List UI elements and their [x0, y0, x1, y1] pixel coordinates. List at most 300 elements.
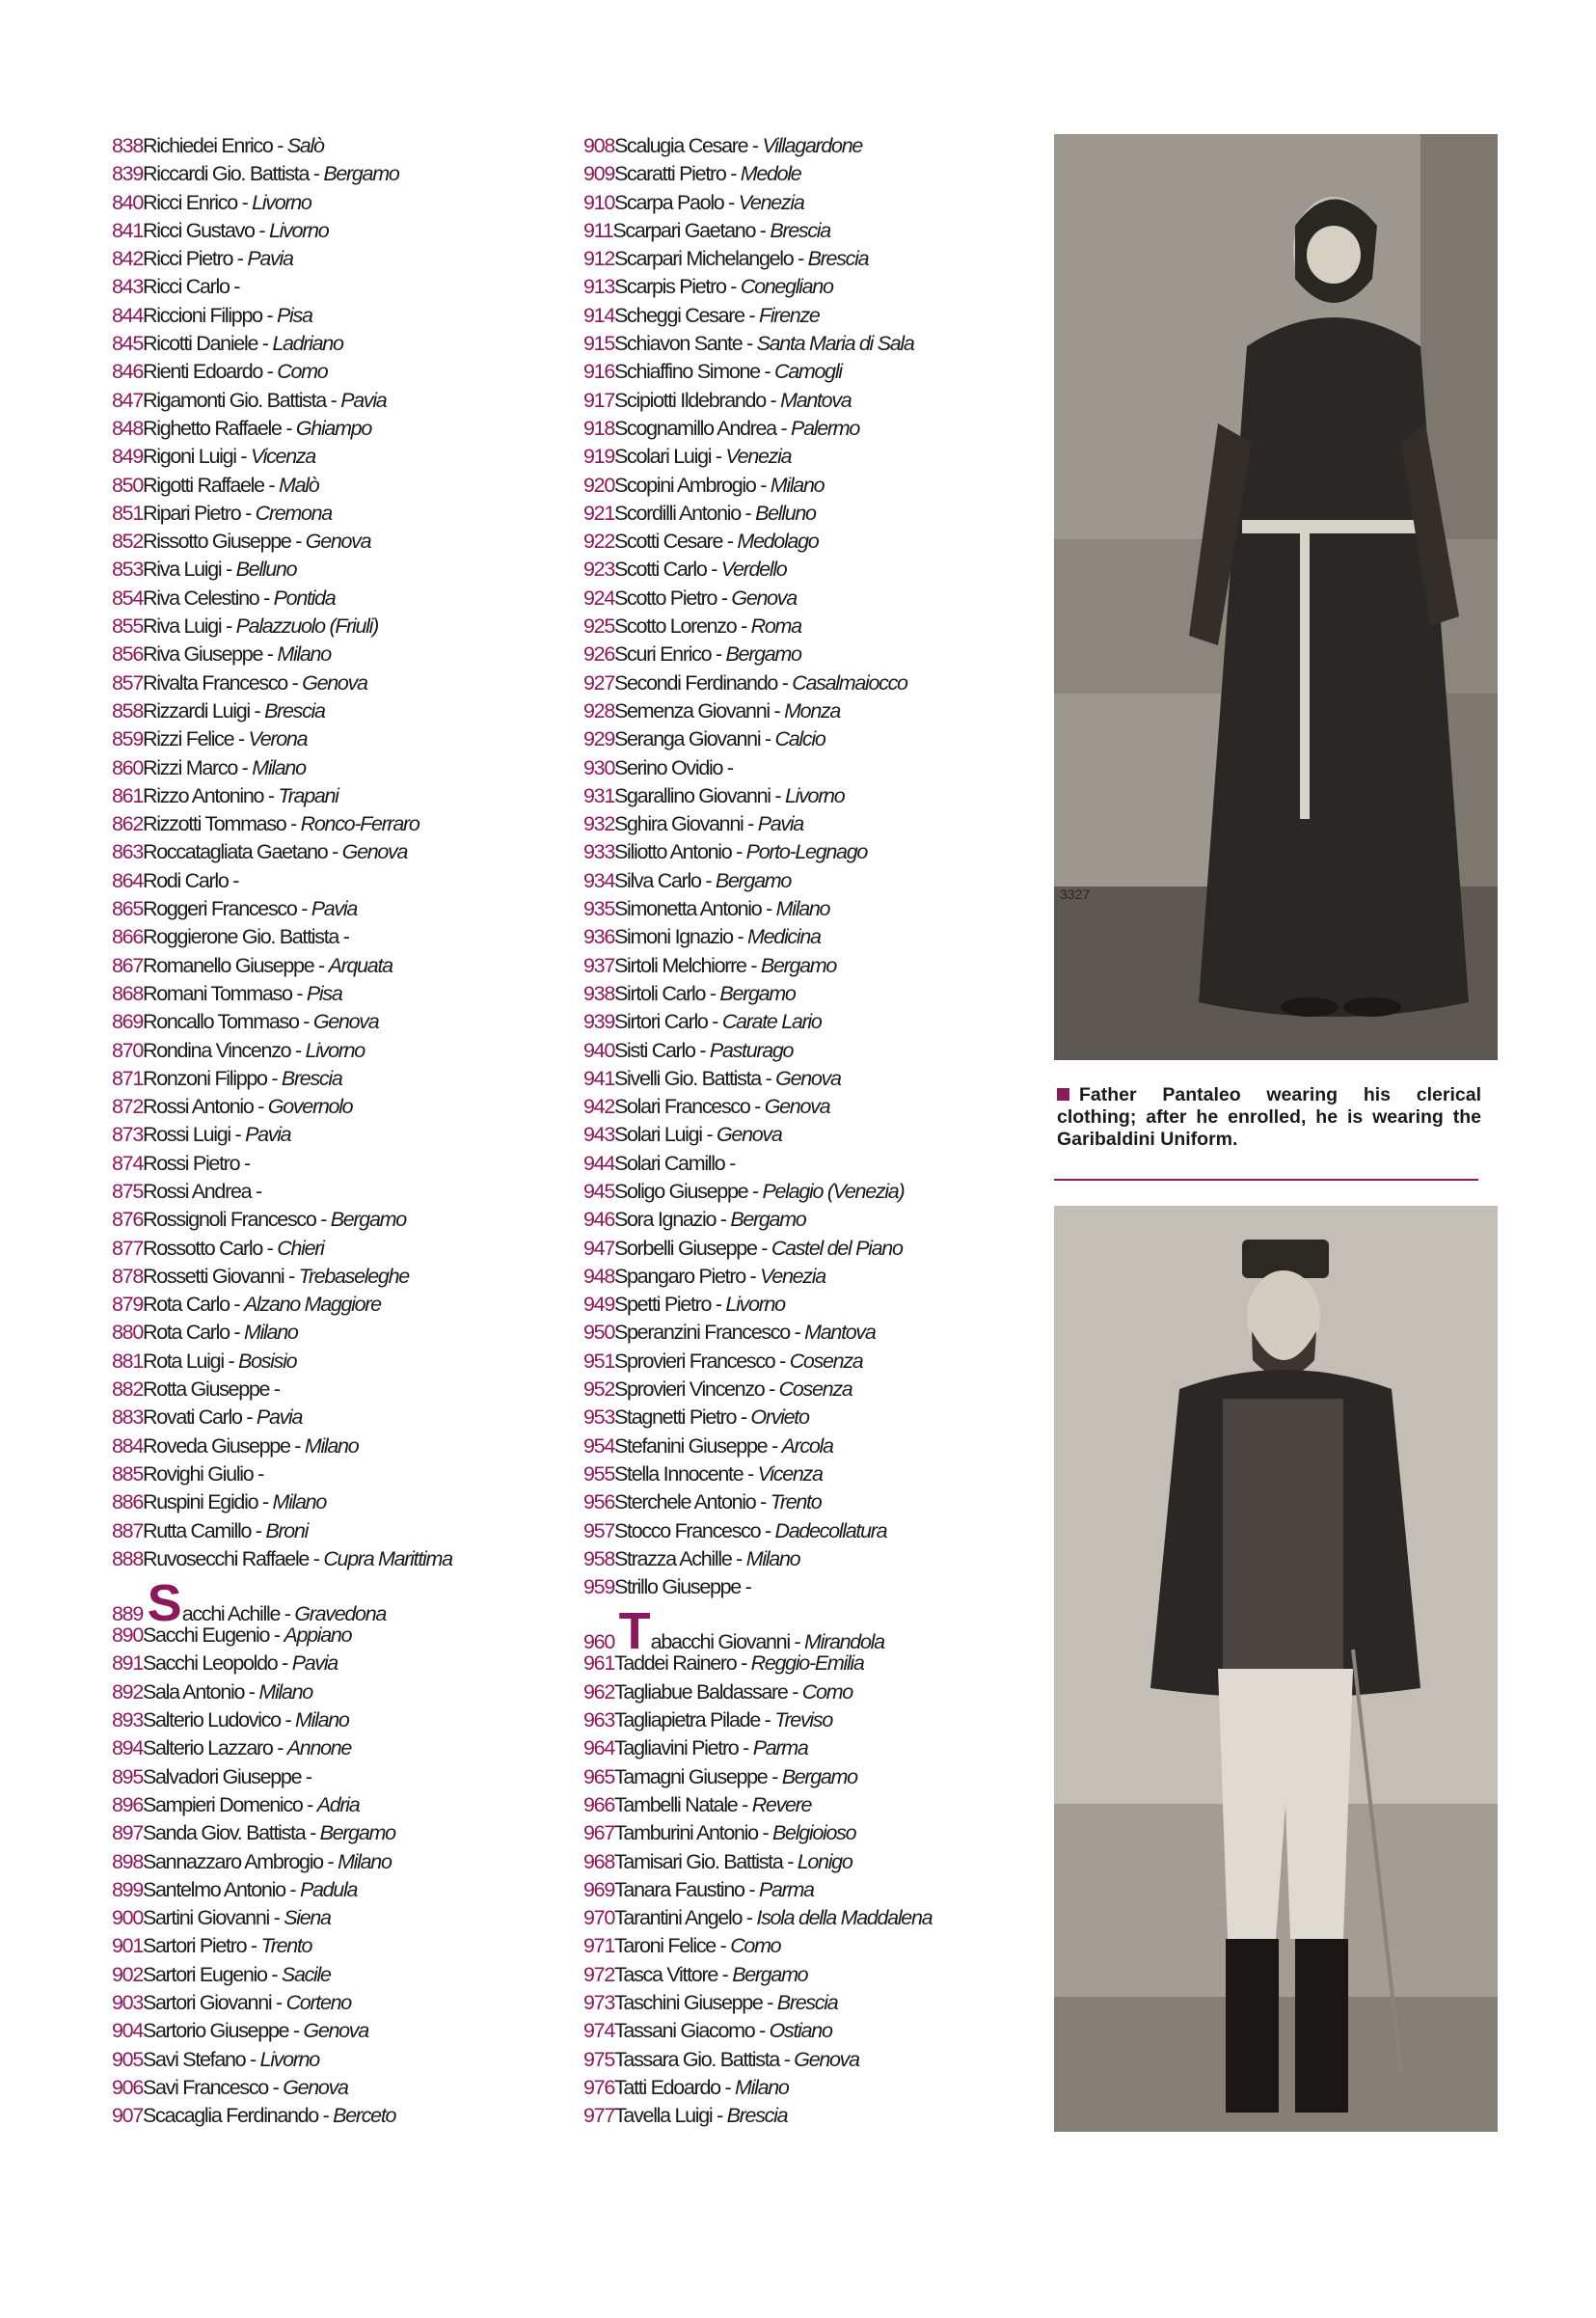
- entry-name: Scaratti Pietro: [613, 162, 726, 186]
- entry-separator: -: [756, 1236, 771, 1260]
- entry-separator: -: [715, 1934, 731, 1958]
- entry-number: 873: [112, 1123, 143, 1147]
- entry-place: Monza: [784, 698, 841, 723]
- entry-separator: -: [759, 360, 775, 384]
- entry-separator: -: [313, 953, 329, 977]
- entry-number: 897: [112, 1821, 143, 1845]
- entry-name: Sora Ignazio: [613, 1208, 717, 1232]
- entry-separator: -: [301, 1764, 311, 1788]
- roster-entry: [112, 1734, 565, 1762]
- entry-name: Tagliabue Baldassare: [613, 1679, 788, 1704]
- roster-entry: [112, 1961, 565, 1989]
- entry-number: 869: [112, 1010, 143, 1034]
- roster-entry: [583, 217, 1037, 245]
- entry-place: Pavia: [340, 388, 387, 412]
- entry-number: 946: [583, 1208, 614, 1232]
- roster-entry: [112, 1065, 565, 1093]
- entry-separator: -: [263, 783, 279, 807]
- entry-separator: -: [774, 1349, 790, 1373]
- entry-name: Rigamonti Gio. Battista: [142, 388, 326, 412]
- caption-divider: [1054, 1179, 1478, 1181]
- entry-separator: -: [249, 698, 265, 723]
- roster-entry: [112, 1150, 565, 1178]
- entry-place: Livorno: [259, 2047, 319, 2071]
- entry-place: Milano: [745, 1546, 800, 1570]
- entry-name: Roncallo Tommaso: [142, 1010, 299, 1034]
- entry-separator: -: [789, 1321, 805, 1345]
- roster-column-1: [112, 132, 565, 2130]
- entry-separator: -: [241, 1405, 257, 1430]
- entry-separator: -: [749, 1095, 765, 1119]
- entry-separator: -: [747, 1179, 763, 1203]
- entry-name: Serino Ovidio: [613, 755, 723, 779]
- entry-separator: -: [302, 1792, 317, 1816]
- entry-separator: -: [236, 755, 253, 779]
- roster-entry: [112, 189, 565, 217]
- entry-name: Riva Luigi: [142, 558, 222, 582]
- entry-place: Genova: [341, 840, 408, 864]
- entry-place: Brescia: [264, 698, 325, 723]
- roster-entry: [583, 330, 1037, 358]
- entry-number: 955: [583, 1461, 614, 1486]
- entry-name: abacchi Giovanni: [650, 1630, 790, 1654]
- entry-number: 962: [583, 1679, 614, 1704]
- entry-name: Tamburini Antonio: [613, 1821, 758, 1845]
- entry-name: Spetti Pietro: [613, 1293, 712, 1317]
- roster-entry: [583, 1545, 1037, 1573]
- entry-separator: -: [272, 1736, 287, 1760]
- entry-number: 943: [583, 1123, 614, 1147]
- entry-separator: -: [759, 1708, 775, 1732]
- entry-number: 933: [583, 840, 614, 864]
- entry-number: 961: [583, 1651, 614, 1676]
- entry-number: 963: [583, 1708, 614, 1732]
- roster-entry: [583, 302, 1037, 330]
- entry-name: Roccatagliata Gaetano: [142, 840, 328, 864]
- entry-separator: -: [717, 1962, 733, 1986]
- roster-column-2: [583, 132, 1037, 2130]
- entry-number: 905: [112, 2047, 143, 2071]
- entry-number: 954: [583, 1433, 614, 1458]
- entry-name: Salvadori Giuseppe: [142, 1764, 302, 1788]
- entry-place: Orvieto: [750, 1405, 809, 1430]
- entry-separator: -: [239, 1151, 250, 1175]
- roster-entry: [583, 1904, 1037, 1932]
- entry-separator: -: [779, 2047, 795, 2071]
- entry-name: Siliotto Antonio: [613, 840, 732, 864]
- entry-number: 914: [583, 303, 614, 327]
- entry-number: 924: [583, 586, 614, 610]
- roster-entry: [112, 1876, 565, 1904]
- entry-place: Pavia: [245, 1123, 291, 1147]
- entry-place: Chieri: [277, 1236, 324, 1260]
- entry-place: Reggio-Emilia: [750, 1651, 864, 1676]
- entry-place: Gravedona: [294, 1602, 387, 1626]
- roster-entry: [112, 302, 565, 330]
- entry-number: 959: [583, 1575, 614, 1599]
- roster-entry: [112, 1650, 565, 1677]
- entry-number: 938: [583, 981, 614, 1005]
- entry-name: Rotta Giuseppe: [142, 1377, 270, 1402]
- entry-separator: -: [253, 1095, 268, 1119]
- entry-place: Brescia: [807, 247, 869, 271]
- entry-name: Stefanini Giuseppe: [613, 1433, 768, 1458]
- entry-number: 865: [112, 897, 143, 921]
- entry-place: Livorno: [725, 1293, 785, 1317]
- entry-separator: -: [694, 1038, 710, 1062]
- entry-separator: -: [284, 1877, 300, 1901]
- roster-entry: [112, 895, 565, 923]
- entry-number: 941: [583, 1066, 614, 1090]
- entry-separator: -: [325, 388, 341, 412]
- entry-number: 875: [112, 1179, 143, 1203]
- entry-place: Pontida: [273, 586, 336, 610]
- entry-separator: -: [767, 1764, 782, 1788]
- entry-name: Scacaglia Ferdinando: [142, 2104, 318, 2128]
- entry-name: Sannazzaro Ambrogio: [142, 1849, 323, 1873]
- roster-entry: [583, 1206, 1037, 1234]
- roster-entry: [583, 697, 1037, 725]
- roster-entry: [112, 1432, 565, 1460]
- entry-number: 969: [583, 1877, 614, 1901]
- entry-place: Salò: [286, 134, 324, 157]
- entry-name: Scotto Lorenzo: [613, 614, 737, 639]
- entry-place: Milano: [735, 2075, 789, 2099]
- entry-separator: -: [747, 134, 763, 157]
- entry-name: Taroni Felice: [613, 1934, 716, 1958]
- entry-number: 968: [583, 1849, 614, 1873]
- entry-name: Riccioni Filippo: [142, 303, 262, 327]
- roster-entry: [112, 160, 565, 188]
- entry-name: Rovighi Giulio: [142, 1461, 254, 1486]
- entry-place: Pasturago: [709, 1038, 794, 1062]
- entry-place: Brescia: [770, 218, 830, 242]
- entry-number: 886: [112, 1490, 143, 1514]
- entry-separator: -: [743, 1461, 758, 1486]
- entry-separator: -: [272, 134, 287, 157]
- roster-entry: [583, 2102, 1037, 2130]
- entry-name: Rota Carlo: [142, 1293, 230, 1317]
- entry-name: Roggierone Gio. Battista: [142, 925, 339, 949]
- entry-name: Riva Luigi: [142, 614, 222, 639]
- entry-number: 953: [583, 1405, 614, 1430]
- entry-number: 893: [112, 1708, 143, 1732]
- roster-entry: [583, 1319, 1037, 1347]
- entry-number: 852: [112, 530, 143, 554]
- roster-entry: [112, 1488, 565, 1516]
- entry-number: 895: [112, 1764, 143, 1788]
- entry-separator: -: [755, 218, 771, 242]
- entry-place: Ostiano: [769, 2019, 832, 2043]
- entry-separator: -: [725, 162, 741, 186]
- entry-name: Sartini Giovanni: [142, 1906, 269, 1930]
- entry-number: 846: [112, 360, 143, 384]
- roster-entry: [583, 245, 1037, 273]
- entry-name: Sirtori Carlo: [613, 1010, 708, 1034]
- entry-number: 863: [112, 840, 143, 864]
- entry-place: Como: [277, 360, 328, 384]
- roster-entry: [112, 1178, 565, 1206]
- entry-place: Sacile: [281, 1962, 331, 1986]
- entry-name: Rossi Luigi: [142, 1123, 230, 1147]
- roster-entry: [112, 1932, 565, 1960]
- entry-name: Solari Luigi: [613, 1123, 702, 1147]
- entry-separator: -: [235, 445, 251, 469]
- entry-separator: -: [731, 1546, 746, 1570]
- entry-number: 864: [112, 868, 143, 892]
- entry-separator: -: [754, 2019, 770, 2043]
- entry-name: Rossi Antonio: [142, 1095, 254, 1119]
- entry-separator: -: [736, 1405, 751, 1430]
- entry-separator: -: [769, 698, 785, 723]
- entry-number: 860: [112, 755, 143, 779]
- roster-entry: [112, 273, 565, 301]
- roster-entry: [112, 980, 565, 1008]
- entry-separator: -: [232, 247, 248, 271]
- entry-name: Sacchi Leopoldo: [142, 1651, 278, 1676]
- roster-entry: [112, 1622, 565, 1650]
- entry-name: Ruspini Egidio: [142, 1490, 258, 1514]
- entry-place: Arcola: [781, 1433, 833, 1458]
- entry-place: Como: [730, 1934, 781, 1958]
- entry-number: 882: [112, 1377, 143, 1402]
- entry-place: Arquata: [328, 953, 392, 977]
- roster-entry: [583, 1037, 1037, 1065]
- entry-place: Livorno: [268, 218, 329, 242]
- roster-entry: [583, 528, 1037, 556]
- entry-number: 932: [583, 812, 614, 836]
- entry-separator: -: [744, 1877, 759, 1901]
- entry-separator: -: [719, 2075, 735, 2099]
- entry-number: 948: [583, 1264, 614, 1288]
- entry-name: Rissotto Giuseppe: [142, 530, 291, 554]
- entry-place: Malò: [279, 473, 319, 497]
- roster-entry: [112, 1263, 565, 1291]
- entry-place: Bergamo: [760, 953, 837, 977]
- entry-name: Rota Carlo: [142, 1321, 230, 1345]
- entry-separator: -: [760, 1066, 776, 1090]
- roster-entry: [583, 838, 1037, 866]
- entry-separator: -: [755, 473, 771, 497]
- entry-separator: -: [289, 1433, 305, 1458]
- entry-name: Richiedei Enrico: [142, 134, 273, 157]
- entry-place: Livorno: [784, 783, 845, 807]
- entry-place: Firenze: [758, 303, 820, 327]
- entry-place: Mirandola: [804, 1630, 884, 1654]
- entry-name: Simonetta Antonio: [613, 897, 762, 921]
- entry-place: Adria: [316, 1792, 360, 1816]
- entry-number: 937: [583, 953, 614, 977]
- entry-number: 972: [583, 1962, 614, 1986]
- roster-entry: [112, 923, 565, 951]
- entry-separator: -: [228, 868, 239, 892]
- entry-place: Milano: [295, 1708, 349, 1732]
- entry-place: Venezia: [760, 1264, 825, 1288]
- entry-number: 901: [112, 1934, 143, 1958]
- entry-number: 883: [112, 1405, 143, 1430]
- entry-number: 912: [583, 247, 614, 271]
- entry-name: Rizzardi Luigi: [142, 698, 250, 723]
- entry-place: Broni: [265, 1518, 309, 1542]
- entry-place: Casalmaiocco: [792, 670, 907, 695]
- entry-separator: -: [251, 1518, 266, 1542]
- entry-number: 841: [112, 218, 143, 242]
- roster-entry: [583, 1376, 1037, 1404]
- roster-entry: [112, 1678, 565, 1706]
- entry-place: Milano: [338, 1849, 392, 1873]
- roster-entry: [583, 160, 1037, 188]
- entry-number: 858: [112, 698, 143, 723]
- roster-entry: [583, 1791, 1037, 1819]
- entry-name: Tavella Luigi: [613, 2104, 713, 2128]
- entry-number: 891: [112, 1651, 143, 1676]
- entry-number: 964: [583, 1736, 614, 1760]
- entry-name: Sartori Pietro: [142, 1934, 247, 1958]
- entry-separator: -: [254, 218, 269, 242]
- entry-separator: -: [244, 1679, 259, 1704]
- roster-entry: [583, 1517, 1037, 1545]
- entry-number: 859: [112, 727, 143, 751]
- roster-entry: [112, 1235, 565, 1263]
- entry-separator: -: [291, 981, 307, 1005]
- entry-place: Milano: [775, 897, 830, 921]
- entry-separator: -: [745, 953, 761, 977]
- entry-place: Corteno: [285, 1991, 351, 2014]
- roster-entry: [583, 1348, 1037, 1376]
- entry-number: 971: [583, 1934, 614, 1958]
- entry-name: Ricci Pietro: [142, 247, 233, 271]
- entry-number: 930: [583, 755, 614, 779]
- entry-number: 973: [583, 1991, 614, 2014]
- entry-separator: -: [712, 2104, 727, 2128]
- entry-name: Strillo Giuseppe: [613, 1575, 741, 1599]
- entry-place: Genova: [731, 586, 797, 610]
- entry-name: Sgarallino Giovanni: [613, 783, 771, 807]
- entry-separator: -: [322, 1849, 338, 1873]
- entry-place: Milano: [272, 1490, 326, 1514]
- roster-entry: [583, 1819, 1037, 1847]
- entry-separator: -: [789, 1630, 805, 1654]
- roster-entry: [583, 669, 1037, 697]
- roster-entry: [112, 245, 565, 273]
- entry-place: Milano: [304, 1433, 359, 1458]
- entry-place: Berceto: [333, 2104, 396, 2128]
- entry-place: Bosisio: [238, 1349, 297, 1373]
- entry-separator: -: [296, 897, 311, 921]
- entry-separator: -: [280, 1602, 295, 1626]
- entry-name: Rizzi Marco: [142, 755, 237, 779]
- entry-separator: -: [722, 530, 738, 554]
- roster-entry: [583, 1460, 1037, 1488]
- entry-place: Castel del Piano: [771, 1236, 903, 1260]
- entry-separator: -: [762, 1991, 777, 2014]
- entry-name: Strazza Achille: [613, 1546, 732, 1570]
- entry-name: Stagnetti Pietro: [613, 1405, 737, 1430]
- entry-name: Rizzotti Tommaso: [142, 812, 286, 836]
- entry-separator: -: [286, 670, 303, 695]
- entry-number: 922: [583, 530, 614, 554]
- entry-name: Schiaffino Simone: [613, 360, 760, 384]
- entry-separator: -: [266, 1066, 282, 1090]
- entry-place: Brescia: [281, 1066, 342, 1090]
- entry-name: Rodi Carlo: [142, 868, 229, 892]
- roster-entry: [112, 810, 565, 838]
- entry-place: Conegliano: [740, 275, 833, 299]
- roster-entry: [112, 1848, 565, 1876]
- entry-name: Tamagni Giuseppe: [613, 1764, 768, 1788]
- entry-place: Medicina: [747, 925, 821, 949]
- entry-place: Brescia: [776, 1991, 838, 2014]
- entry-separator: -: [290, 530, 306, 554]
- entry-name: Tagliapietra Pilade: [613, 1708, 760, 1732]
- entry-name: Ronzoni Filippo: [142, 1066, 267, 1090]
- roster-entry: [583, 1093, 1037, 1121]
- entry-name: Rivalta Francesco: [142, 670, 287, 695]
- entry-separator: -: [229, 275, 240, 299]
- entry-number: 934: [583, 868, 614, 892]
- roster-entry: [583, 1263, 1037, 1291]
- entry-name: Schiavon Sante: [613, 332, 743, 356]
- roster-entry: [112, 1348, 565, 1376]
- entry-number: 910: [583, 190, 614, 214]
- entry-name: Rossi Pietro: [142, 1151, 240, 1175]
- entry-number: 898: [112, 1849, 143, 1873]
- entry-name: Righetto Raffaele: [142, 416, 282, 440]
- entry-separator: -: [744, 1264, 761, 1288]
- entry-place: Revere: [751, 1792, 812, 1816]
- entry-number: 923: [583, 558, 614, 582]
- entry-separator: -: [724, 1151, 735, 1175]
- entry-number: 868: [112, 981, 143, 1005]
- entry-place: Villagardone: [762, 134, 863, 157]
- entry-separator: -: [740, 501, 756, 525]
- entry-separator: -: [258, 586, 274, 610]
- entry-separator: -: [711, 445, 726, 469]
- entry-place: Ladriano: [272, 332, 343, 356]
- entry-number: 887: [112, 1518, 143, 1542]
- entry-place: Pavia: [291, 1651, 338, 1676]
- roster-entry: [112, 1291, 565, 1319]
- roster-entry: [112, 2017, 565, 2045]
- roster-entry: [583, 1734, 1037, 1762]
- entry-name: Scipiotti Ildebrando: [613, 388, 766, 412]
- entry-name: Stocco Francesco: [613, 1518, 761, 1542]
- entry-name: Spangaro Pietro: [613, 1264, 745, 1288]
- roster-entry: [112, 556, 565, 584]
- roster-entry: [583, 1763, 1037, 1791]
- entry-place: Milano: [243, 1321, 298, 1345]
- entry-separator: -: [263, 473, 280, 497]
- entry-place: Como: [801, 1679, 852, 1704]
- entry-place: Pisa: [276, 303, 312, 327]
- entry-name: Tasca Vittore: [613, 1962, 717, 1986]
- entry-name: Rossignoli Francesco: [142, 1208, 316, 1232]
- entry-number: 921: [583, 501, 614, 525]
- entry-number: 851: [112, 501, 143, 525]
- entry-number: 849: [112, 445, 143, 469]
- entry-separator: -: [775, 416, 792, 440]
- entry-name: Taddei Rainero: [613, 1651, 737, 1676]
- entry-number: 935: [583, 897, 614, 921]
- roster-entry: [112, 1206, 565, 1234]
- entry-name: Sghira Giovanni: [613, 812, 744, 836]
- entry-name: Semenza Giovanni: [613, 698, 770, 723]
- entry-name: Tarantini Angelo: [613, 1906, 743, 1930]
- entry-place: Trebaseleghe: [298, 1264, 409, 1288]
- entry-number: 902: [112, 1962, 143, 1986]
- entry-place: Cosenza: [789, 1349, 863, 1373]
- entry-separator: -: [707, 1010, 722, 1034]
